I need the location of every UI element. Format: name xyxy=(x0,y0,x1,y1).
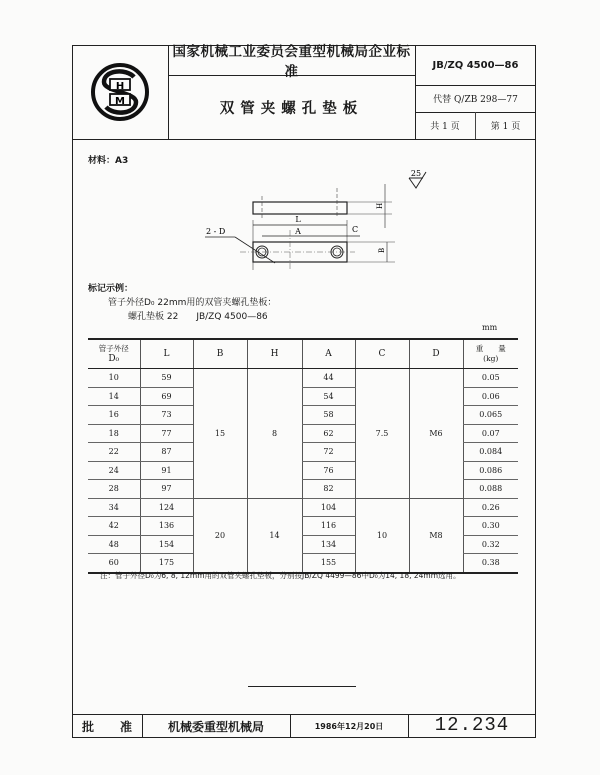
cell-C-group2: 10 xyxy=(355,498,409,573)
specification-table xyxy=(88,338,518,574)
organization-name: 国家机械工业委员会重型机械局企业标准 xyxy=(172,44,411,80)
cell-weight: 0.26 xyxy=(463,498,518,517)
cell-L: 91 xyxy=(140,461,193,480)
cell-weight: 0.088 xyxy=(463,480,518,499)
cell-pipe-od: 18 xyxy=(88,424,140,443)
svg-text:2 - D: 2 - D xyxy=(206,227,226,236)
cell-weight: 0.065 xyxy=(463,406,518,425)
cell-A: 104 xyxy=(302,498,355,517)
end-rule xyxy=(248,686,356,687)
cell-L: 154 xyxy=(140,535,193,554)
total-pages: 共 1 页 xyxy=(430,122,460,132)
cell-weight: 0.084 xyxy=(463,443,518,462)
cell-A: 44 xyxy=(302,369,355,388)
cell-weight: 0.32 xyxy=(463,535,518,554)
cell-pipe-od: 34 xyxy=(88,498,140,517)
logo xyxy=(72,45,168,139)
table-row xyxy=(88,498,518,517)
cell-pipe-od: 42 xyxy=(88,517,140,536)
col-header-A: A xyxy=(302,339,355,369)
cell-weight: 0.30 xyxy=(463,517,518,536)
svg-text:H: H xyxy=(376,202,384,209)
cell-A: 72 xyxy=(302,443,355,462)
unit-label: mm xyxy=(482,323,498,332)
document-title: 双管夹螺孔垫板 xyxy=(219,100,364,117)
cell-B-group2: 20 xyxy=(193,498,247,573)
svg-text:H: H xyxy=(115,81,125,92)
cell-weight: 0.07 xyxy=(463,424,518,443)
cell-pipe-od: 22 xyxy=(88,443,140,462)
svg-text:M: M xyxy=(115,96,125,107)
cell-weight: 0.38 xyxy=(463,554,518,573)
page-number-of: 第 1 页 xyxy=(490,122,521,132)
header-bottom-rule xyxy=(72,139,536,140)
col-header-H: H xyxy=(247,339,302,369)
cell-A: 58 xyxy=(302,406,355,425)
cell-L: 87 xyxy=(140,443,193,462)
cell-pipe-od: 28 xyxy=(88,480,140,499)
standard-code: JB/ZQ 4500—86 xyxy=(432,59,519,71)
marking-example-heading: 标记示例： xyxy=(88,284,134,294)
approve-label: 批 准 xyxy=(82,719,132,734)
cell-A: 82 xyxy=(302,480,355,499)
cell-A: 155 xyxy=(302,554,355,573)
col-header-B: B xyxy=(193,339,247,369)
cell-L: 124 xyxy=(140,498,193,517)
cell-H-group1: 8 xyxy=(247,369,302,499)
svg-text:25: 25 xyxy=(410,169,422,178)
surface-roughness-icon xyxy=(409,169,426,188)
cell-A: 134 xyxy=(302,535,355,554)
approval-date: 1986年12月20日 xyxy=(314,721,384,731)
cell-L: 59 xyxy=(140,369,193,388)
cell-A: 116 xyxy=(302,517,355,536)
cell-weight: 0.086 xyxy=(463,461,518,480)
marking-example-line2: 螺孔垫板 22 JB/ZQ 4500—86 xyxy=(128,312,268,322)
table-note: 注：管子外径D₀为6, 8, 12mm用的双管夹螺孔垫板，分别按JB/ZQ 4499—86中D₀为14, 18, 24mm选用。 xyxy=(100,571,461,580)
cell-A: 76 xyxy=(302,461,355,480)
cell-L: 175 xyxy=(140,554,193,573)
sheet-number: 12.234 xyxy=(434,714,510,736)
cell-L: 69 xyxy=(140,387,193,406)
cell-pipe-od: 48 xyxy=(88,535,140,554)
table-row xyxy=(88,369,518,388)
cell-L: 97 xyxy=(140,480,193,499)
svg-text:A: A xyxy=(295,227,301,236)
col-header-pipe-od: 管子外径 D₀ xyxy=(88,339,140,369)
svg-text:L: L xyxy=(295,215,301,224)
cell-D-group2: M8 xyxy=(409,498,463,573)
col-header-L: L xyxy=(140,339,193,369)
cell-weight: 0.06 xyxy=(463,387,518,406)
marking-example-line1: 管子外径D₀ 22mm用的双管夹螺孔垫板： xyxy=(108,298,277,308)
svg-text:B: B xyxy=(378,247,386,253)
cell-A: 62 xyxy=(302,424,355,443)
replaces-standard: 代替 Q/ZB 298—77 xyxy=(433,95,518,105)
table-header-row xyxy=(88,339,518,369)
approver-name: 机械委重型机械局 xyxy=(167,719,264,734)
cell-A: 54 xyxy=(302,387,355,406)
part-drawing xyxy=(190,160,460,280)
cell-B-group1: 15 xyxy=(193,369,247,499)
shm-logo-icon xyxy=(90,62,150,122)
cell-H-group2: 14 xyxy=(247,498,302,573)
cell-D-group1: M6 xyxy=(409,369,463,499)
cell-pipe-od: 16 xyxy=(88,406,140,425)
washer-plate-drawing-icon xyxy=(190,160,460,280)
cell-C-group1: 7.5 xyxy=(355,369,409,499)
cell-pipe-od: 14 xyxy=(88,387,140,406)
col-header-D: D xyxy=(409,339,463,369)
svg-text:C: C xyxy=(352,225,359,234)
cell-L: 136 xyxy=(140,517,193,536)
cell-L: 77 xyxy=(140,424,193,443)
col-header-C: C xyxy=(355,339,409,369)
cell-pipe-od: 60 xyxy=(88,554,140,573)
col-header-weight: 重 量 (kg) xyxy=(463,339,518,369)
cell-weight: 0.05 xyxy=(463,369,518,388)
material-label: 材料：A3 xyxy=(88,156,129,166)
cell-pipe-od: 24 xyxy=(88,461,140,480)
cell-L: 73 xyxy=(140,406,193,425)
cell-pipe-od: 10 xyxy=(88,369,140,388)
